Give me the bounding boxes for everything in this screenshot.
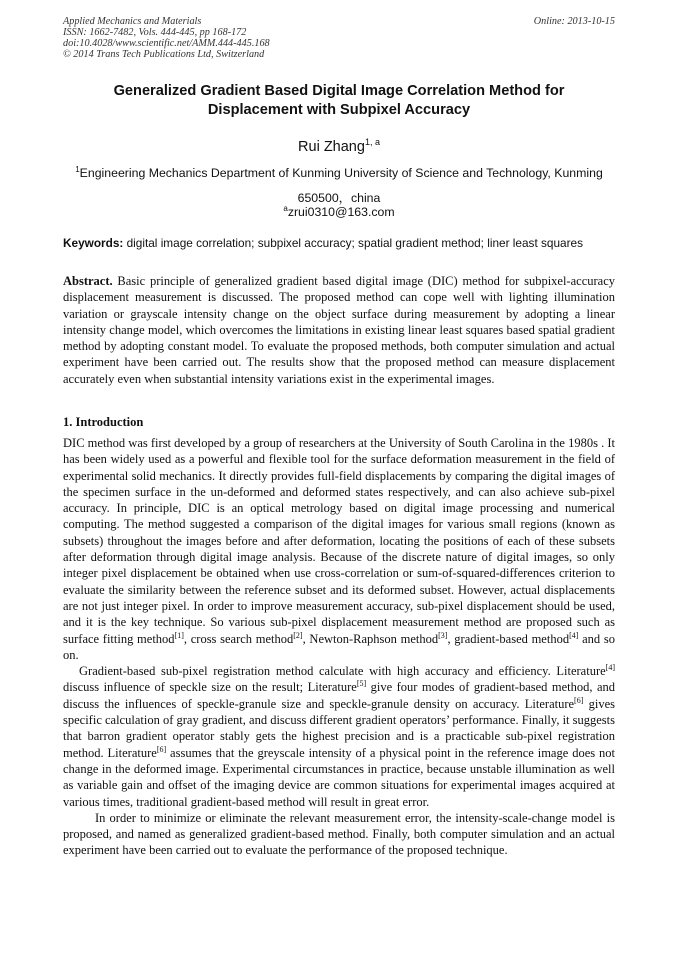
author-line <box>63 133 615 156</box>
author-name: Rui Zhang <box>298 139 365 155</box>
abstract-text: Basic principle of generalized gradient based digital image (DIC) method for subpixel-accuracy displacement measurement is discussed. The proposed method can cope well with lighting illumination variation or grayscale intensity change on the object surface during measurement by adopting a linear intensity change model, which overcomes the limitations in existing linear least squares based spatial gradient method by adopting constant model. To evaluate the proposed methods, both computer simulation and actual experiment have been carried out. The results show that the proposed method can measure displacement accurately even when substantial intensity variations exist in the experimental images. <box>63 274 615 386</box>
email-superscript: a <box>283 204 288 213</box>
journal-name: Applied Mechanics and Materials <box>63 16 202 27</box>
email-address[interactable]: zrui0310@163.com <box>287 205 395 219</box>
paragraph-text: , Newton-Raphson method <box>302 631 439 646</box>
citation[interactable]: [4] <box>569 630 579 640</box>
journal-header <box>63 16 615 60</box>
title-line-2: Displacement with Subpixel Accuracy <box>207 102 471 118</box>
citation[interactable]: [3] <box>438 630 448 640</box>
paragraph-text: Gradient-based sub-pixel registration method calculate with high accuracy and efficiency. Literature <box>79 664 606 679</box>
affiliation-line-2: 650500，china <box>297 191 381 205</box>
keywords-label: Keywords: <box>63 236 124 250</box>
abstract-label: Abstract. <box>63 274 113 288</box>
section-heading: 1. Introduction <box>63 415 144 429</box>
online-date: Online: 2013-10-15 <box>533 16 615 27</box>
paragraph-text: DIC method was first developed by a group of researchers at the University of South Carolina in the 1980s . It has been widely used as a powerful and flexible tool for the surface deformation measurement in the field of experimental solid mechanics. It directly provides full-field displacements by comparing the digital images of the specimen surface in the un-deformed and deformed states respectively, and can also achieve sub-pixel accuracy. In principle, DIC is an optical metrology based on digital image processing and numerical computing. The method suggested a comparison of the digital images for various small regions (known as subsets) throughout the images before and after deformation, locating the positions of each of these subsets after deformation through digital image analysis. Because of the discrete nature of digital images, so only integer pixel displacement be obtained when use cross-correlation or sum-of-squared-differences criterion to evaluate the similarity between the reference subset and its deformed subset. However, actual displacements are not just integer pixel. In order to improve measurement accuracy, sub-pixel displacement should be used, and it is the key technique. So various sub-pixel displacement measurement method are proposed such as surface fitting method <box>63 436 615 646</box>
copyright-line: © 2014 Trans Tech Publications Ltd, Switzerland <box>63 49 265 60</box>
abstract <box>63 273 615 387</box>
title-line-1: Generalized Gradient Based Digital Image Correlation Method for <box>113 83 565 99</box>
paper-title <box>63 82 615 120</box>
issn-line: ISSN: 1662-7482, Vols. 444-445, pp 168-172 <box>63 27 247 38</box>
intro-paragraph-3: In order to minimize or eliminate the relevant measurement error, the intensity-scale-change model is proposed, and named as generalized gradient-based method. Finally, both computer simulation and an actual experiment have been carried out to evaluate the performance of the proposed technique. <box>63 810 615 858</box>
citation[interactable]: [2] <box>293 630 303 640</box>
affiliation-line-1: Engineering Mechanics Department of Kunming University of Science and Technology, Kunming <box>79 166 603 180</box>
intro-paragraph-2 <box>63 663 615 810</box>
keywords-text: digital image correlation; subpixel accuracy; spatial gradient method; liner least squares <box>123 236 583 250</box>
paragraph-text: and so on. <box>63 631 615 662</box>
keywords <box>63 235 623 252</box>
paragraph-text: gives specific calculation of gray gradient, and discuss different gradient operators’ performance. Finally, it suggests that barron gradient operator stably gets the highest precision and is a practicable sub-pixel registration method. Literature <box>63 696 616 760</box>
author-email <box>63 200 615 221</box>
author-superscript: 1, a <box>364 137 380 147</box>
citation[interactable]: [6] <box>574 695 584 705</box>
paragraph-text: , cross search method <box>183 631 294 646</box>
doi-line[interactable]: doi:10.4028/www.scientific.net/AMM.444-445.168 <box>63 38 270 49</box>
paragraph-text: , gradient-based method <box>447 631 570 646</box>
paragraph-text: give four modes of gradient-based method, and discuss the influences of speckle-granule size and speckle-granule density on accuracy. Literature <box>63 680 615 711</box>
introduction-body <box>63 435 615 859</box>
citation[interactable]: [1] <box>174 630 184 640</box>
paragraph-text: discuss influence of speckle size on the result; Literature <box>63 680 357 695</box>
intro-paragraph-1 <box>63 435 615 663</box>
citation[interactable]: [6] <box>156 744 167 754</box>
citation[interactable]: [5] <box>356 679 367 689</box>
citation[interactable]: [4] <box>605 663 615 673</box>
paragraph-text: assumes that the greyscale intensity of a physical point in the reference image does not change in the deformed image. Experimental circumstances in practice, because unstable illumination as well as variable gain and offset of the imaging device are common situations for experimental images acquired at various times, traditional gradient-based method will result in great error. <box>63 745 615 809</box>
affiliation-superscript: 1 <box>75 165 80 174</box>
